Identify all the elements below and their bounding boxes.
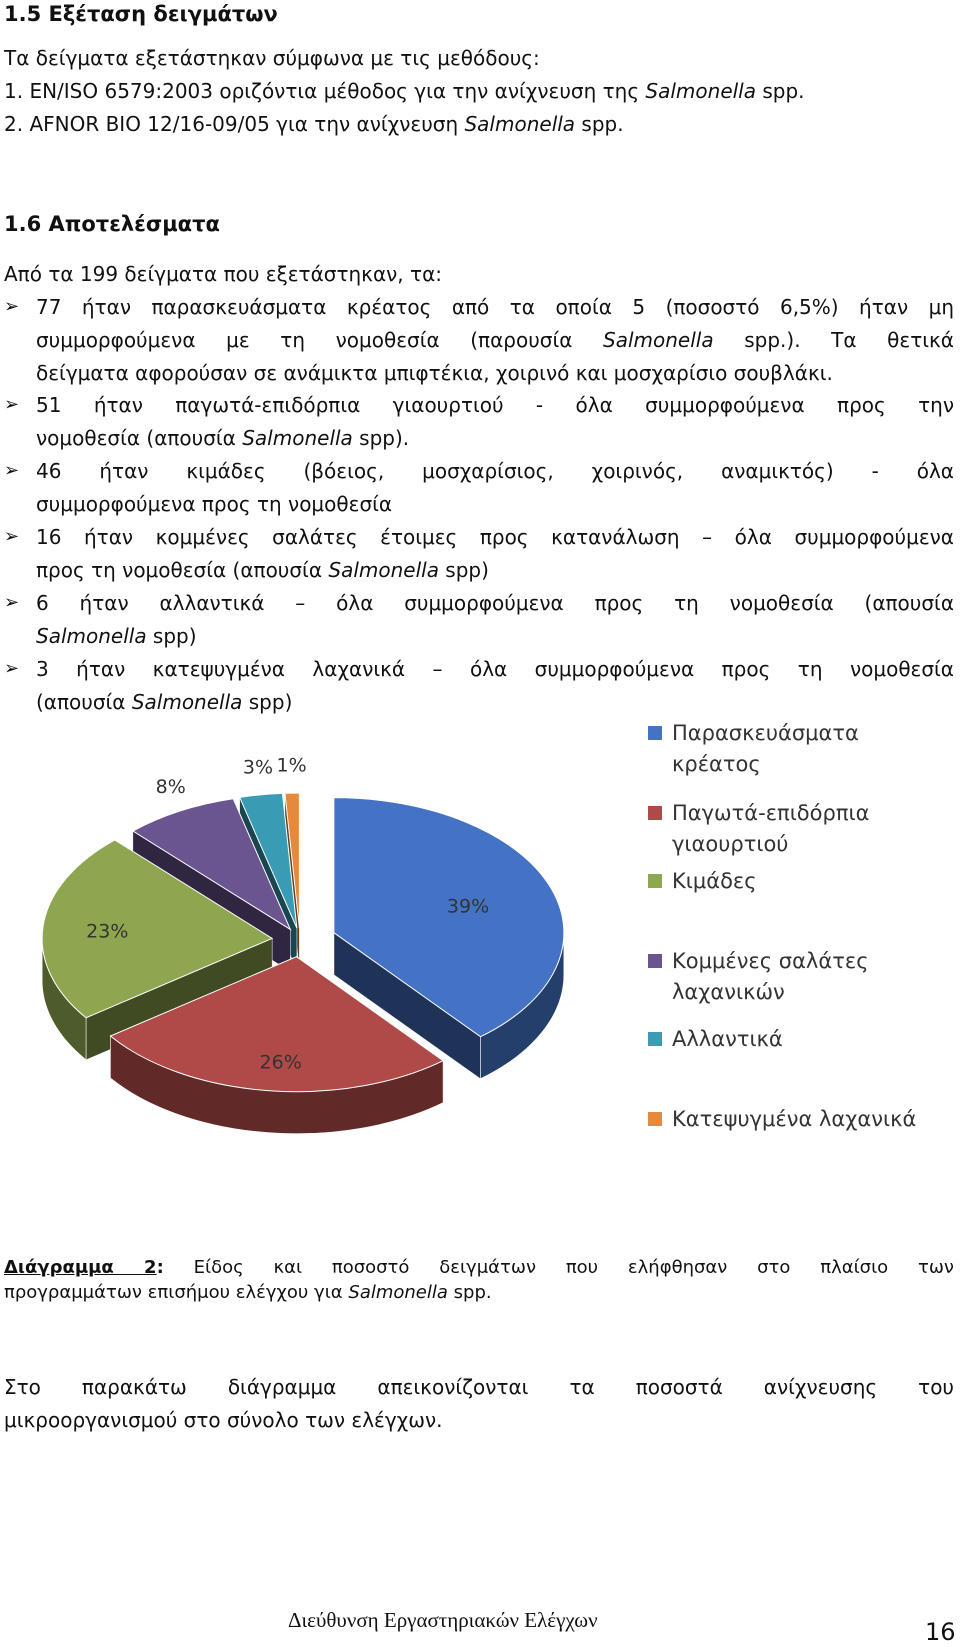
- method-1: 1. EN/ISO 6579:2003 οριζόντια μέθοδος για την ανίχνευση της Salmonella spp.: [4, 79, 805, 103]
- legend-label-3: Κιμάδες: [672, 869, 757, 893]
- bullet-arrow-icon: ➢: [4, 592, 20, 613]
- results-intro: Από τα 199 δείγματα που εξετάστηκαν, τα:: [4, 262, 442, 286]
- legend-label-1: κρέατος: [672, 752, 761, 776]
- result-4-line-1: 16 ήταν κομμένες σαλάτες έτοιμες προς κατανάλωση – όλα συμμορφούμενα: [36, 525, 954, 549]
- legend-swatch-6: [648, 1112, 662, 1126]
- sample-type-pie-chart: [0, 721, 960, 1215]
- paragraph-line-2: μικροοργανισμού στο σύνολο των ελέγχων.: [4, 1408, 443, 1432]
- legend-swatch-4: [648, 954, 662, 968]
- legend-label-4: λαχανικών: [672, 980, 785, 1004]
- legend-swatch-3: [648, 874, 662, 888]
- bullet-arrow-icon: ➢: [4, 658, 20, 679]
- figure-caption-line-2: προγραμμάτων επισήμου ελέγχου για Salmonella spp.: [4, 1282, 492, 1303]
- result-2-line-2: νομοθεσία (απουσία Salmonella spp).: [36, 426, 410, 450]
- pie-data-label-5: 3%: [242, 756, 274, 779]
- result-6-line-1: 3 ήταν κατεψυγμένα λαχανικά – όλα συμμορφούμενα προς τη νομοθεσία: [36, 657, 954, 681]
- result-1-line-2: συμμορφούμενα με τη νομοθεσία (παρουσία Salmonella spp.). Τα θετικά: [36, 328, 954, 352]
- page-number: 16: [925, 1618, 956, 1646]
- pie-data-label-1: 39%: [446, 895, 490, 918]
- page-footer: Διεύθυνση Εργαστηριακών Ελέγχων: [288, 1608, 598, 1632]
- pie-data-label-6: 1%: [276, 754, 307, 777]
- legend-swatch-5: [648, 1032, 662, 1046]
- bullet-arrow-icon: ➢: [4, 460, 20, 481]
- pie-data-label-2: 26%: [259, 1051, 302, 1074]
- legend-label-5: Αλλαντικά: [672, 1027, 783, 1051]
- legend-swatch-1: [648, 726, 662, 740]
- result-5-line-2: Salmonella spp): [36, 624, 197, 648]
- result-4-line-2: προς τη νομοθεσία (απουσία Salmonella spp): [36, 558, 489, 582]
- result-1-line-3: δείγματα αφορούσαν σε ανάμικτα μπιφτέκια, χοιρινό και μοσχαρίσιο σουβλάκι.: [36, 361, 833, 385]
- pie-data-label-3: 23%: [86, 920, 129, 943]
- result-6-line-2: (απουσία Salmonella spp): [36, 690, 293, 714]
- legend-label-6: Κατεψυγμένα λαχανικά: [672, 1107, 917, 1131]
- result-5-line-1: 6 ήταν αλλαντικά – όλα συμμορφούμενα προς τη νομοθεσία (απουσία: [36, 591, 954, 615]
- legend-label-2: Παγωτά-επιδόρπια: [672, 801, 870, 825]
- method-2: 2. AFNOR BIO 12/16-09/05 για την ανίχνευση Salmonella spp.: [4, 112, 624, 136]
- legend-label-4: Κομμένες σαλάτες: [672, 949, 869, 973]
- bullet-arrow-icon: ➢: [4, 526, 20, 547]
- bullet-arrow-icon: ➢: [4, 296, 20, 317]
- paragraph-line-1: Στο παρακάτω διάγραμμα απεικονίζονται τα ποσοστά ανίχνευσης του: [4, 1375, 954, 1399]
- legend-swatch-2: [648, 806, 662, 820]
- legend-label-1: Παρασκευάσματα: [672, 721, 859, 745]
- figure-label: Διάγραμμα 2: [4, 1257, 157, 1278]
- result-3-line-1: 46 ήταν κιμάδες (βόειος, μοσχαρίσιος, χοιρινός, αναμικτός) - όλα: [36, 459, 954, 483]
- result-2-line-1: 51 ήταν παγωτά-επιδόρπια γιαουρτιού - όλα συμμορφούμενα προς την: [36, 393, 954, 417]
- result-1-line-1: 77 ήταν παρασκευάσματα κρέατος από τα οποία 5 (ποσοστό 6,5%) ήταν μη: [36, 295, 954, 319]
- pie-data-label-4: 8%: [155, 776, 186, 799]
- section-heading-1-6: 1.6 Αποτελέσματα: [4, 212, 220, 236]
- methods-intro: Τα δείγματα εξετάστηκαν σύμφωνα με τις μεθόδους:: [4, 46, 540, 70]
- bullet-arrow-icon: ➢: [4, 394, 20, 415]
- result-3-line-2: συμμορφούμενα προς τη νομοθεσία: [36, 492, 393, 516]
- legend-label-2: γιαουρτιού: [672, 832, 789, 856]
- figure-caption-line-1: Διάγραμμα 2: Είδος και ποσοστό δειγμάτων που ελήφθησαν στο πλαίσιο των: [4, 1257, 954, 1278]
- section-heading-1-5: 1.5 Εξέταση δειγμάτων: [4, 2, 278, 26]
